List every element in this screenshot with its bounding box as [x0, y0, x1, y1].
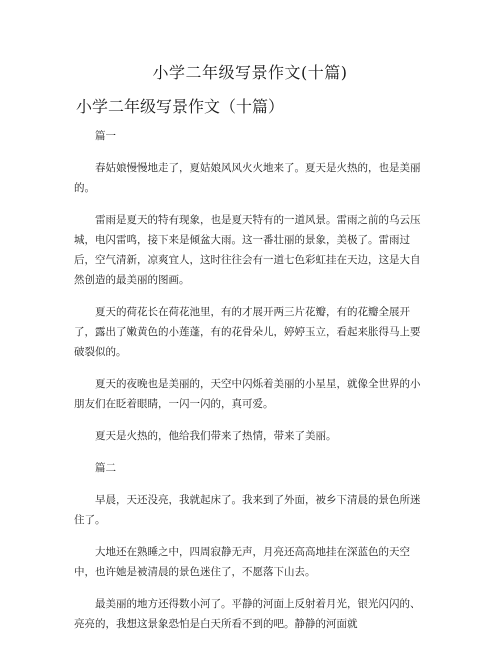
paragraph: 早晨，天还没亮，我就起床了。我来到了外面，被乡下清晨的景色所迷住了。: [74, 494, 421, 526]
paragraph: 夏天是火热的，他给我们带来了热情，带来了美丽。: [95, 430, 337, 442]
document-title: 小学二年级写景作文(十篇): [152, 63, 348, 82]
paragraph: 雷雨是夏天的特有现象，也是夏天特有的一道风景。雷雨之前的乌云压城，电闪雷鸣，接下来是倾盆大雨。这一番壮丽的景象，美极了。雷雨过后，空气清新，凉爽宜人，这时往往会有一道七色彩虹挂在天边，这是大自然创造的最美丽的图画。: [74, 214, 421, 286]
paragraph: 夏天的荷花长在荷花池里，有的才展开两三片花瓣，有的花瓣全展开了，露出了嫩黄色的小莲蓬，有的花骨朵儿，婷婷玉立，看起来胀得马上要破裂似的。: [74, 306, 421, 358]
document-body: [74, 126, 430, 646]
paragraph: 夏天的夜晚也是美丽的，天空中闪烁着美丽的小星星，就像全世界的小朋友们在眨着眼睛，一闪一闪的，真可爱。: [74, 378, 421, 410]
paragraph: 春姑娘慢慢地走了，夏姑娘风风火火地来了。夏天是火热的，也是美丽的。: [74, 162, 421, 194]
section-heading: 篇二: [95, 462, 116, 474]
section-heading: 篇一: [95, 130, 116, 142]
document-subtitle: 小学二年级写景作文（十篇）: [76, 97, 285, 116]
paragraph: 最美丽的地方还得数小河了。平静的河面上反射着月光，银光闪闪的、亮亮的，我想这景象恐怕是白天所看不到的吧。静静的河面就: [74, 598, 421, 630]
paragraph: 大地还在熟睡之中，四周寂静无声，月亮还高高地挂在深蓝色的天空中，也许她是被清晨的景色迷住了，不愿落下山去。: [74, 546, 410, 578]
